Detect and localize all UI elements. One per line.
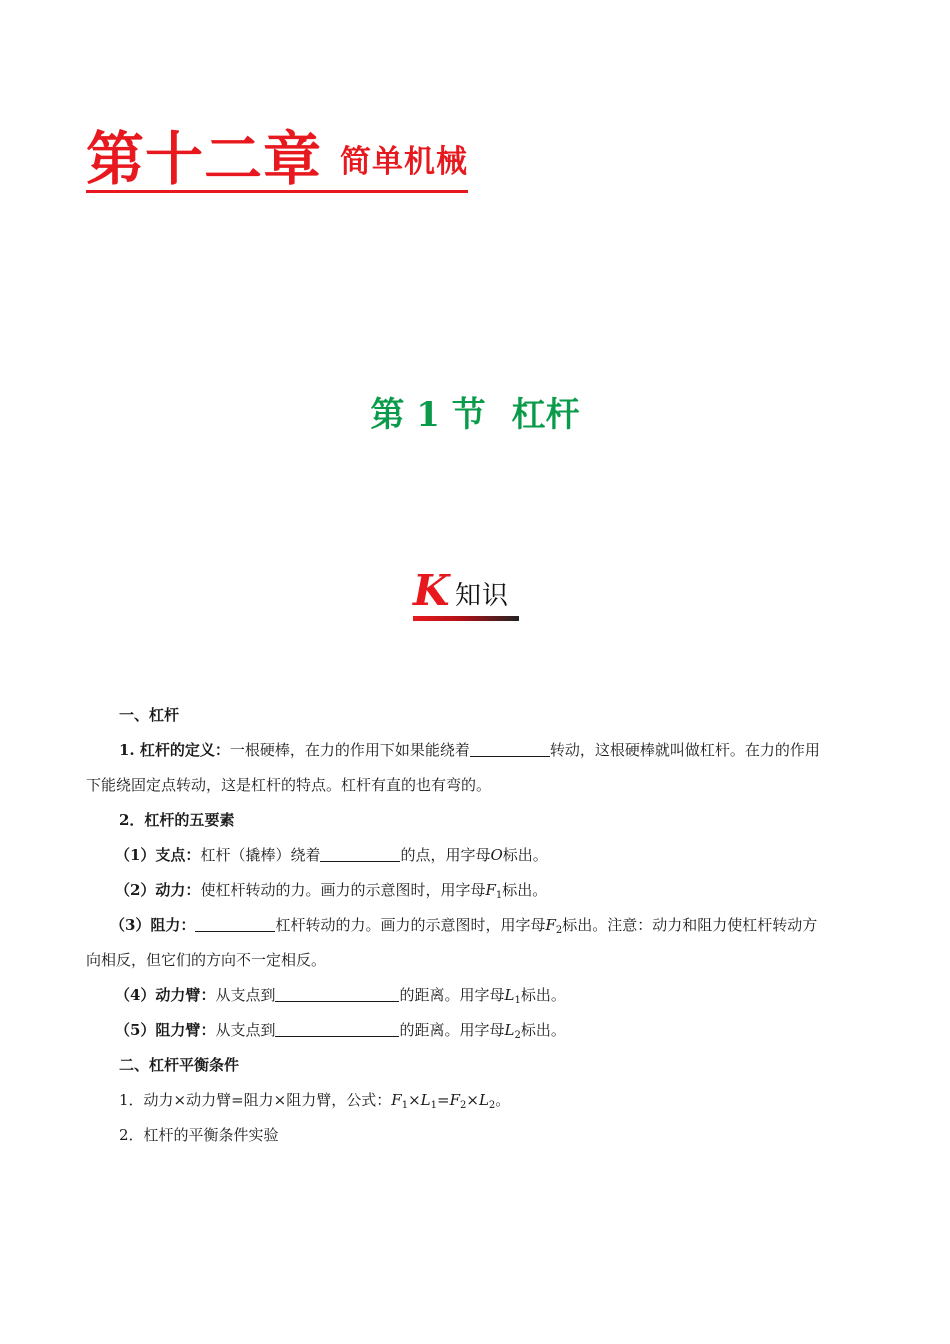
effort-arm-text-a: 从支点到	[215, 986, 276, 1004]
fulcrum-text-a: 杠杆（撬棒）绕着	[200, 846, 321, 864]
effort-label: （2）动力：	[115, 881, 201, 899]
resistance-label: （3）阻力：	[110, 916, 196, 934]
formula-f2: F	[449, 1091, 460, 1109]
knowledge-badge-underline	[413, 616, 519, 621]
formula-f2-sub: 2	[459, 1100, 467, 1111]
resistance-symbol-sub: 2	[555, 925, 563, 936]
chapter-heading	[86, 125, 469, 193]
heading-lever: 一、杠杆	[119, 706, 180, 724]
formula-l1-sub: 1	[430, 1100, 437, 1111]
resistance-text-a: 杠杆转动的力。画力的示意图时，用字母	[275, 916, 546, 934]
balance-formula	[86, 1083, 866, 1118]
chapter-name: 简单机械	[340, 144, 469, 180]
knowledge-badge	[413, 568, 519, 624]
blank-resistance-arm[interactable]	[275, 1018, 399, 1037]
section-title	[0, 392, 950, 438]
section-title-name: 杠杆	[511, 395, 580, 435]
resistance-arm-text-a: 从支点到	[215, 1021, 276, 1039]
formula-l1: L	[420, 1091, 431, 1109]
formula-times-2: ×	[466, 1091, 479, 1109]
heading-balance-condition: 二、杠杆平衡条件	[119, 1056, 240, 1074]
knowledge-badge-text: 知识	[455, 581, 510, 611]
section-title-mid: 节	[451, 395, 486, 435]
formula-f1: F	[391, 1091, 402, 1109]
resistance-arm-text-c: 标出。	[520, 1021, 566, 1039]
formula-f1-sub: 1	[401, 1100, 409, 1111]
knowledge-badge-letter: K	[413, 566, 450, 615]
effort-arm-symbol: L	[504, 986, 515, 1004]
section-title-prefix: 第	[370, 395, 405, 435]
formula-equals: =	[436, 1091, 450, 1109]
definition-label: 1. 杠杆的定义：	[119, 741, 230, 759]
formula-end: 。	[495, 1091, 511, 1109]
formula-l2: L	[478, 1091, 489, 1109]
fulcrum-text-c: 标出。	[502, 846, 548, 864]
resistance-text-b: 标出。注意：动力和阻力使杠杆转动方	[562, 916, 818, 934]
blank-effort-arm[interactable]	[275, 983, 399, 1002]
resistance-arm-label: （5）阻力臂：	[115, 1021, 216, 1039]
resistance-arm-symbol-sub: 2	[514, 1030, 521, 1041]
effort-text-a: 使杠杆转动的力。画力的示意图时，用字母	[200, 881, 486, 899]
effort-symbol-sub: 1	[495, 890, 503, 901]
balance-experiment: 2．杠杆的平衡条件实验	[119, 1126, 279, 1144]
effort-arm-text-b: 的距离。用字母	[399, 986, 505, 1004]
effort-symbol: F	[485, 881, 496, 899]
definition-text-b: 转动，这根硬棒就叫做杠杆。在力的作用	[549, 741, 820, 759]
element-resistance	[86, 908, 866, 943]
resistance-arm-text-b: 的距离。用字母	[399, 1021, 505, 1039]
effort-arm-label: （4）动力臂：	[115, 986, 216, 1004]
effort-arm-text-c: 标出。	[520, 986, 566, 1004]
resistance-symbol: F	[545, 916, 556, 934]
formula-times-1: ×	[408, 1091, 421, 1109]
definition-text-a: 一根硬棒，在力的作用下如果能绕着	[229, 741, 470, 759]
blank-resistance[interactable]	[195, 913, 275, 932]
effort-arm-symbol-sub: 1	[514, 995, 521, 1006]
formula-l2-sub: 2	[488, 1100, 496, 1111]
knowledge-content	[86, 698, 866, 1153]
fulcrum-text-b: 的点，用字母	[400, 846, 491, 864]
blank-fulcrum[interactable]	[320, 843, 400, 862]
paragraph-definition-cont: 下能绕固定点转动，这是杠杆的特点。杠杆有直的也有弯的。	[86, 776, 492, 794]
element-fulcrum	[86, 838, 866, 873]
effort-text-c: 标出。	[502, 881, 548, 899]
section-title-number: 1	[416, 395, 440, 435]
resistance-arm-symbol: L	[504, 1021, 515, 1039]
fulcrum-label: （1）支点：	[115, 846, 201, 864]
element-resistance-arm	[86, 1013, 866, 1048]
blank-fixed-point[interactable]	[470, 738, 550, 757]
fulcrum-symbol: O	[490, 846, 503, 864]
heading-five-elements: 2．杠杆的五要素	[119, 811, 235, 829]
paragraph-definition	[86, 733, 866, 768]
element-effort-arm	[86, 978, 866, 1013]
element-resistance-cont: 向相反，但它们的方向不一定相反。	[86, 951, 327, 969]
formula-text: 1．动力×动力臂=阻力×阻力臂，公式：	[119, 1091, 392, 1109]
element-effort	[86, 873, 866, 908]
chapter-number: 第十二章	[86, 125, 323, 193]
